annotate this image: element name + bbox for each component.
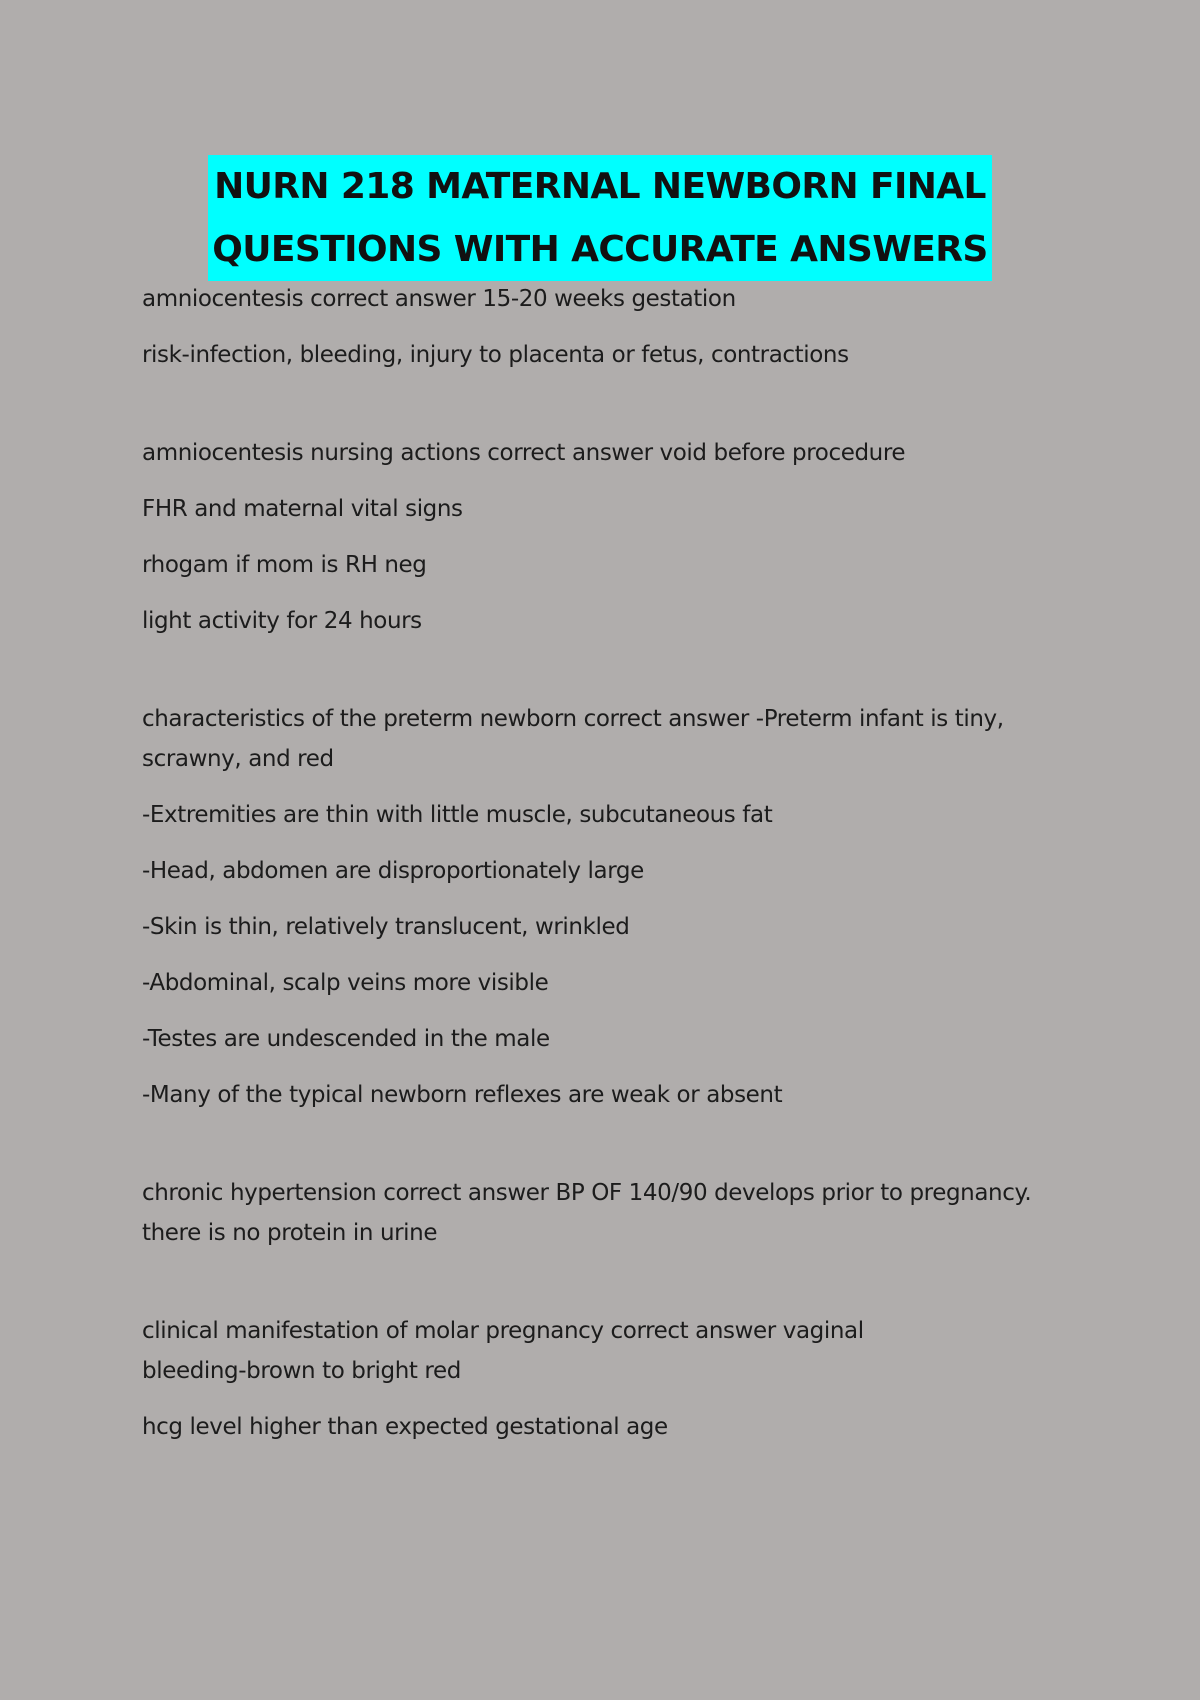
paragraph: -Head, abdomen are disproportionately large bbox=[142, 858, 644, 884]
paragraph-line: there is no protein in urine bbox=[142, 1220, 438, 1246]
paragraph: -Extremities are thin with little muscle, subcutaneous fat bbox=[142, 802, 773, 828]
paragraph-gap bbox=[142, 1253, 1062, 1311]
paragraph-line: clinical manifestation of molar pregnancy correct answer vaginal bbox=[142, 1318, 864, 1344]
paragraph-gap bbox=[142, 641, 1062, 699]
title-container bbox=[0, 155, 1200, 281]
paragraph-line: chronic hypertension correct answer BP OF 140/90 develops prior to pregnancy. bbox=[142, 1180, 1032, 1206]
paragraph: -Abdominal, scalp veins more visible bbox=[142, 970, 549, 996]
document-title bbox=[208, 155, 992, 281]
paragraph-line: bleeding-brown to bright red bbox=[142, 1358, 461, 1384]
paragraph: hcg level higher than expected gestational age bbox=[142, 1414, 668, 1440]
paragraph-line: scrawny, and red bbox=[142, 746, 334, 772]
paragraph: risk-infection, bleeding, injury to placenta or fetus, contractions bbox=[142, 342, 849, 368]
paragraph: rhogam if mom is RH neg bbox=[142, 552, 427, 578]
paragraph-gap bbox=[142, 375, 1062, 433]
paragraph: light activity for 24 hours bbox=[142, 608, 422, 634]
paragraph-line: characteristics of the preterm newborn correct answer -Preterm infant is tiny, bbox=[142, 706, 1004, 732]
paragraph bbox=[142, 1173, 1062, 1253]
paragraph: -Skin is thin, relatively translucent, wrinkled bbox=[142, 914, 630, 940]
paragraph-gap bbox=[142, 1115, 1062, 1173]
paragraph: -Many of the typical newborn reflexes are weak or absent bbox=[142, 1082, 783, 1108]
title-line-2: QUESTIONS WITH ACCURATE ANSWERS bbox=[212, 229, 988, 270]
title-line-1: NURN 218 MATERNAL NEWBORN FINAL bbox=[214, 166, 986, 207]
paragraph bbox=[142, 699, 1062, 779]
paragraph: -Testes are undescended in the male bbox=[142, 1026, 550, 1052]
document-body bbox=[142, 279, 1062, 1447]
paragraph bbox=[142, 1311, 1062, 1391]
paragraph: amniocentesis correct answer 15-20 weeks gestation bbox=[142, 286, 736, 312]
paragraph: amniocentesis nursing actions correct answer void before procedure bbox=[142, 440, 906, 466]
paragraph: FHR and maternal vital signs bbox=[142, 496, 463, 522]
